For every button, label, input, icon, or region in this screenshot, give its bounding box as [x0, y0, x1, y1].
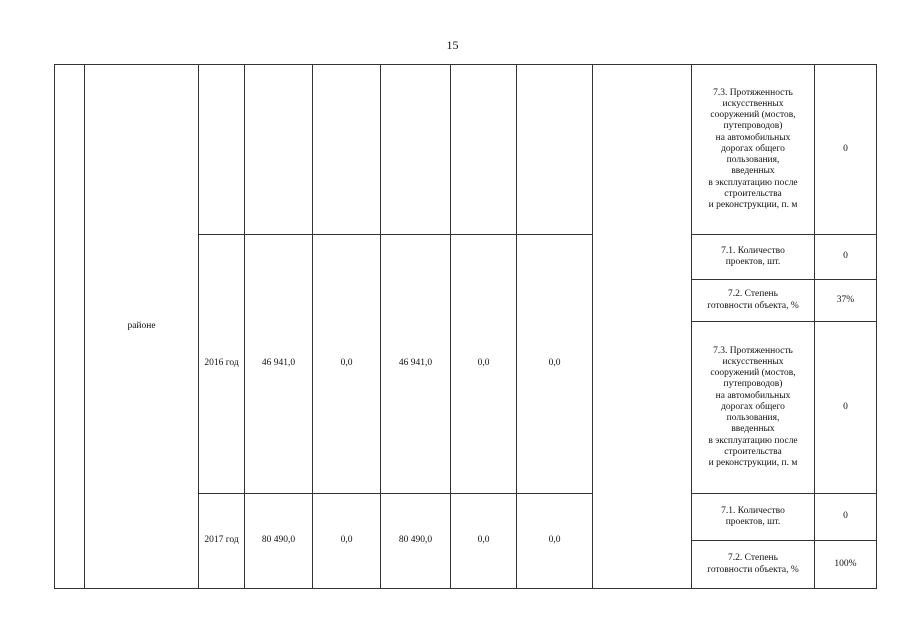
indicator-value: 0 — [815, 235, 877, 280]
amount-cell: 0,0 — [313, 494, 381, 589]
amount-cell: 0,0 — [451, 494, 517, 589]
program-table — [54, 64, 877, 589]
amount-cell: 0,0 — [451, 235, 517, 494]
indicator-value: 0 — [815, 65, 877, 235]
amount-cell: 0,0 — [517, 494, 593, 589]
amount-cell: 80 490,0 — [245, 494, 313, 589]
table-cell-merged — [593, 65, 692, 589]
year-cell-empty — [199, 65, 245, 235]
indicator-value: 0 — [815, 322, 877, 494]
indicator-value: 100% — [815, 541, 877, 589]
year-cell: 2016 год — [199, 235, 245, 494]
indicator-cell: 7.1. Количество проектов, шт. — [692, 494, 815, 541]
indicator-value: 37% — [815, 280, 877, 322]
indicator-cell: 7.3. Протяженность искусственных сооружений (мостов, путепроводов) на автомобильных дорогах общего пользования, введенных в эксплуатацию после строительства и реконструкции, п. м — [692, 322, 815, 494]
district-cell: районе — [85, 65, 199, 589]
amount-cell: 46 941,0 — [381, 235, 451, 494]
indicator-cell: 7.2. Степень готовности объекта, % — [692, 541, 815, 589]
amount-cell: 46 941,0 — [245, 235, 313, 494]
page-number: 15 — [446, 38, 459, 52]
year-cell: 2017 год — [199, 494, 245, 589]
amount-cell: 0,0 — [517, 235, 593, 494]
table-row — [55, 65, 877, 235]
amount-cell: 80 490,0 — [381, 494, 451, 589]
amount-cell: 0,0 — [313, 235, 381, 494]
indicator-cell: 7.2. Степень готовности объекта, % — [692, 280, 815, 322]
table-cell-blank — [55, 65, 85, 589]
indicator-cell: 7.3. Протяженность искусственных сооружений (мостов, путепроводов) на автомобильных дорогах общего пользования, введенных в эксплуатацию после строительства и реконструкции, п. м — [692, 65, 815, 235]
indicator-value: 0 — [815, 494, 877, 541]
indicator-cell: 7.1. Количество проектов, шт. — [692, 235, 815, 280]
